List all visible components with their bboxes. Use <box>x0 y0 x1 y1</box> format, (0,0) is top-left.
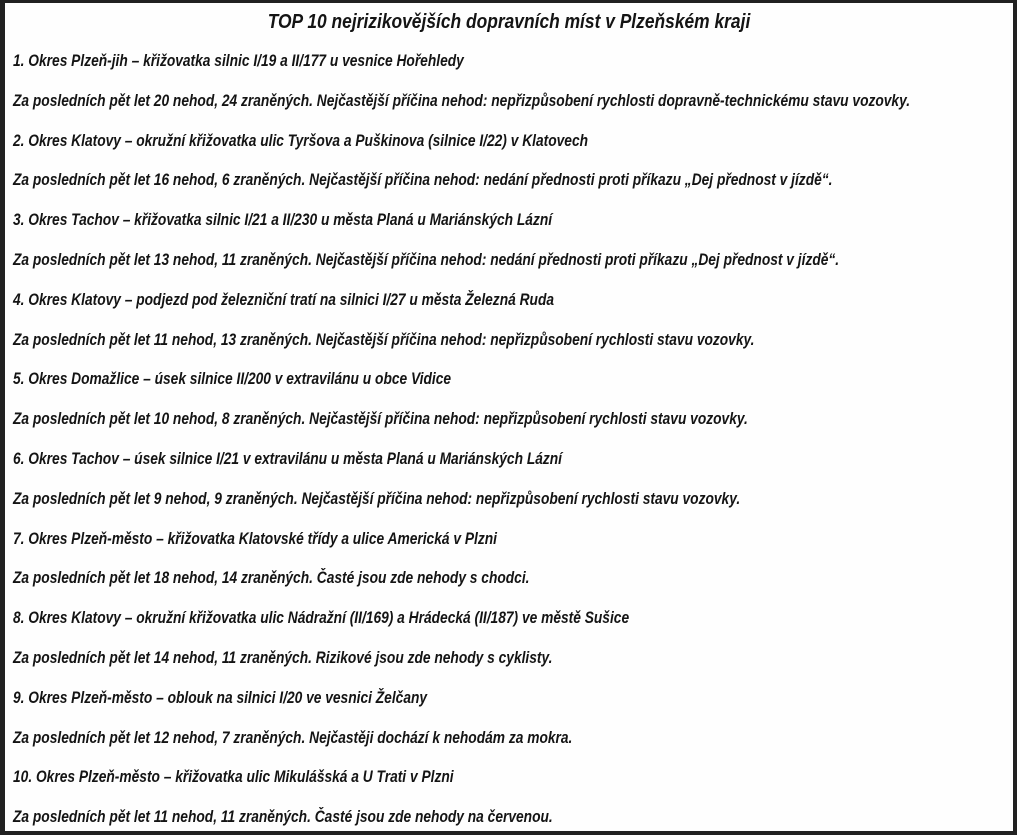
item-heading: 1. Okres Plzeň-jih – křižovatka silnic I/19 a II/177 u vesnice Hořehledy <box>13 51 464 70</box>
item-heading: 4. Okres Klatovy – podjezd pod železniční tratí na silnici I/27 u města Železná Ruda <box>13 289 555 309</box>
item-heading: 6. Okres Tachov – úsek silnice I/21 v extravilánu u města Planá u Mariánských Lázní <box>13 448 563 468</box>
item-heading: 2. Okres Klatovy – okružní křižovatka ulic Tyršova a Puškinova (silnice I/22) v Klatovech <box>13 130 589 150</box>
item-detail: Za posledních pět let 10 nehod, 8 zraněných. Nejčastější příčina nehod: nepřizpůsobení rychlosti stavu vozovky. <box>13 409 748 429</box>
items-list <box>13 41 1005 835</box>
item-heading: 8. Okres Klatovy – okružní křižovatka ulic Nádražní (II/169) a Hrádecká (II/187) ve městě Sušice <box>13 608 630 628</box>
item-detail: Za posledních pět let 18 nehod, 14 zraněných. Časté jsou zde nehody s chodci. <box>13 568 530 588</box>
item-detail: Za posledních pět let 11 nehod, 13 zraněných. Nejčastější příčina nehod: nepřizpůsobení rychlosti stavu vozovky. <box>13 329 755 349</box>
item-heading: 9. Okres Plzeň-město – oblouk na silnici I/20 ve vesnici Želčany <box>13 687 428 707</box>
item-detail: Za posledních pět let 20 nehod, 24 zraněných. Nejčastější příčina nehod: nepřizpůsobení rychlosti dopravně-technickému stavu vozovky. <box>13 90 911 110</box>
item-detail: Za posledních pět let 9 nehod, 9 zraněných. Nejčastější příčina nehod: nepřizpůsobení rychlosti stavu vozovky. <box>13 488 741 508</box>
item-detail: Za posledních pět let 11 nehod, 11 zraněných. Časté jsou zde nehody na červenou. <box>13 807 553 827</box>
item-heading: 10. Okres Plzeň-město – křižovatka ulic Mikulášská a U Trati v Plzni <box>13 767 454 787</box>
document-title: TOP 10 nejrizikovějších dopravních míst v Plzeňském kraji <box>267 11 751 33</box>
item-detail: Za posledních pět let 13 nehod, 11 zraněných. Nejčastější příčina nehod: nedání přednosti proti příkazu „Dej přednost v jízdě“. <box>13 249 840 269</box>
item-detail: Za posledních pět let 12 nehod, 7 zraněných. Nejčastěji dochází k nehodám za mokra. <box>13 727 573 747</box>
item-heading: 3. Okres Tachov – křižovatka silnic I/21 a II/230 u města Planá u Mariánských Lázní <box>13 210 553 230</box>
item-detail: Za posledních pět let 14 nehod, 11 zraněných. Rizikové jsou zde nehody s cyklisty. <box>13 647 553 667</box>
item-detail: Za posledních pět let 16 nehod, 6 zraněných. Nejčastější příčina nehod: nedání přednosti proti příkazu „Dej přednost v jízdě“. <box>13 170 833 190</box>
item-heading: 7. Okres Plzeň-město – křižovatka Klatovské třídy a ulice Americká v Plzni <box>13 528 497 548</box>
item-heading: 5. Okres Domažlice – úsek silnice II/200 v extravilánu u obce Vidice <box>13 369 452 389</box>
